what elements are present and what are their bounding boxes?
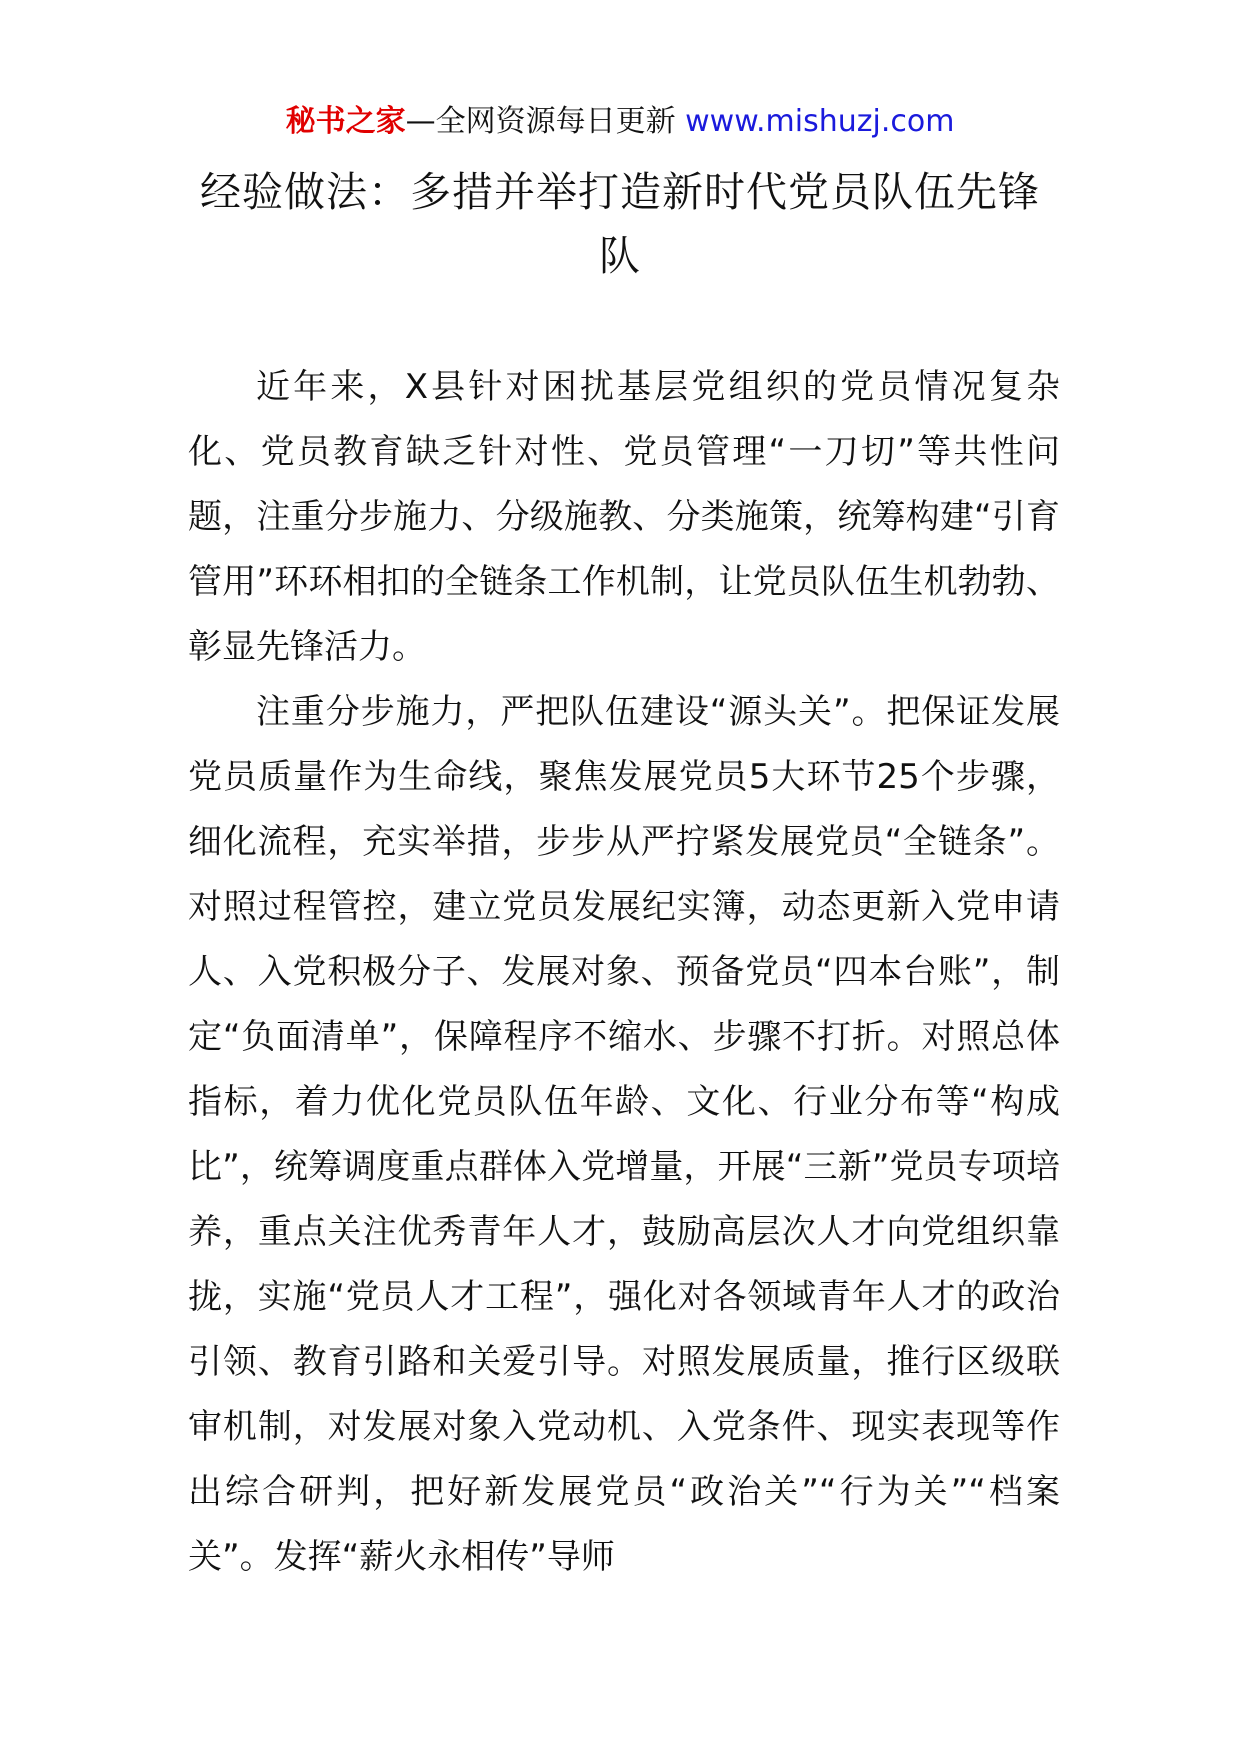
header-slogan: —全网资源每日更新 <box>405 104 686 139</box>
paragraph-source-control: 注重分步施力，严把队伍建设“源头关”。把保证发展党员质量作为生命线，聚焦发展党员5大环节25个步骤，细化流程，充实举措，步步从严拧紧发展党员“全链条”。对照过程管控，建立党员发展纪实簿，动态更新入党申请人、入党积极分子、发展对象、预备党员“四本台账”，制定“负面清单”，保障程序不缩水、步骤不打折。对照总体指标，着力优化党员队伍年龄、文化、行业分布等“构成比”，统筹调度重点群体入党增量，开展“三新”党员专项培养，重点关注优秀青年人才，鼓励高层次人才向党组织靠拢，实施“党员人才工程”，强化对各领域青年人才的政治引领、教育引路和关爱引导。对照发展质量，推行区级联审机制，对发展对象入党动机、入党条件、现实表现等作出综合研判，把好新发展党员“政治关”“行为关”“档案关”。发挥“薪火永相传”导师 <box>188 692 1060 1577</box>
brand-name: 秘书之家 <box>285 104 406 139</box>
document-title: 经验做法：多措并举打造新时代党员队伍先锋队 <box>200 168 1040 280</box>
paragraph-intro: 近年来，X县针对困扰基层党组织的党员情况复杂化、党员教育缺乏针对性、党员管理“一刀切”等共性问题，注重分步施力、分级施教、分类施策，统筹构建“引育管用”环环相扣的全链条工作机制，让党员队伍生机勃勃、彰显先锋活力。 <box>188 367 1060 667</box>
site-header <box>0 100 1240 144</box>
website-link[interactable]: www.mishuzj.com <box>685 104 955 139</box>
document-body <box>188 355 1060 1590</box>
